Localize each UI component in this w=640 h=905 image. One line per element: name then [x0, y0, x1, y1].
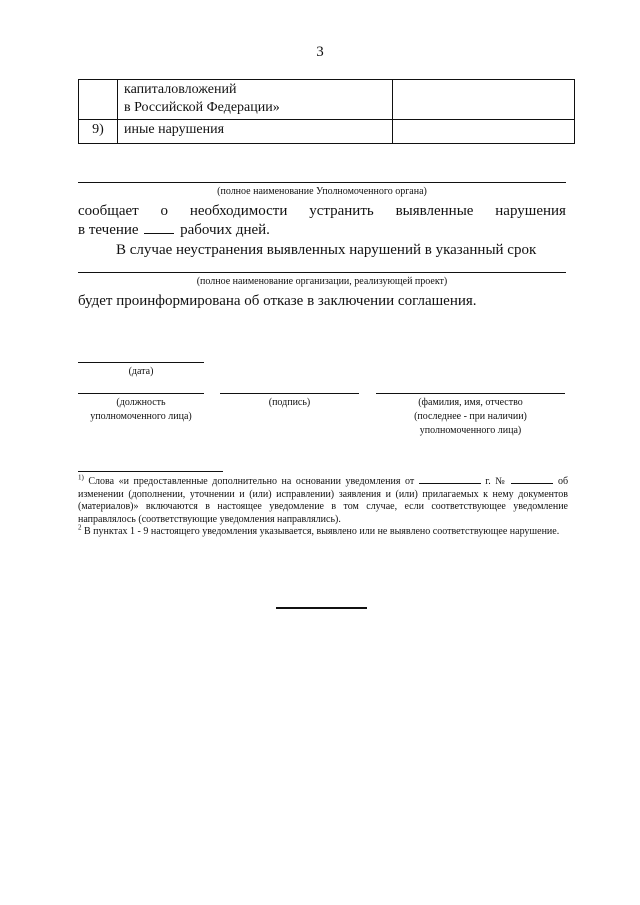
date-line	[78, 362, 204, 363]
footnote-text: В пунктах 1 - 9 настоящего уведомления указывается, выявлено или не выявлено соответствующее нарушение.	[84, 526, 560, 537]
number-blank	[511, 474, 553, 484]
word: выявленные	[395, 203, 474, 219]
footnote-1	[78, 474, 568, 526]
word: устранить	[309, 203, 374, 219]
footnote-mark: 2	[78, 523, 82, 532]
paragraph-2: В случае неустранения выявленных нарушений в указанный срок	[116, 242, 537, 258]
caption-line: уполномоченного лица)	[90, 411, 192, 422]
footnote-mark: 1)	[78, 473, 84, 482]
row-text-line: иные нарушения	[124, 122, 225, 137]
word: сообщает	[78, 203, 139, 219]
organization-caption: (полное наименование организации, реализующей проект)	[196, 276, 448, 287]
caption-line: (должность	[116, 397, 166, 408]
table-row	[79, 80, 575, 120]
paragraph-1-line-2	[78, 221, 270, 239]
word: необходимости	[189, 203, 288, 219]
row-text-line: в Российской Федерации»	[124, 100, 280, 115]
signature-caption: (подпись)	[268, 397, 311, 408]
full-name-line	[376, 393, 565, 394]
date-caption: (дата)	[128, 366, 154, 377]
authority-caption: (полное наименование Уполномоченного органа)	[217, 186, 427, 197]
caption-line: уполномоченного лица)	[419, 425, 522, 436]
position-caption	[70, 396, 212, 424]
footnote-text: г. №	[485, 476, 507, 487]
row-text-line: капиталовложений	[124, 82, 237, 97]
footnote-2	[78, 523, 568, 539]
caption-line: (фамилия, имя, отчество	[418, 397, 523, 408]
row-text	[118, 80, 393, 120]
word: о	[160, 203, 169, 219]
page-number: 3	[316, 44, 324, 60]
end-separator	[276, 607, 367, 609]
row-number	[79, 80, 118, 120]
table-row	[79, 120, 575, 144]
footnote-text: об изменении (дополнении, уточнении и (или) исправлении) заявления и (или) прилагаемых к нему документов (материалов)» включаются в настоящее уведомление в том случае, если соответствующее уведомление направлялось (соответствующие уведомления направлялись).	[78, 476, 569, 525]
row-text	[118, 120, 393, 144]
caption-line: (последнее - при наличии)	[414, 411, 527, 422]
in-period-text: в течение	[78, 222, 139, 238]
position-line	[78, 393, 204, 394]
full-name-caption	[376, 396, 565, 438]
date-blank	[419, 474, 481, 484]
row-result-cell	[393, 80, 575, 120]
days-blank	[144, 221, 174, 234]
signature-line	[220, 393, 359, 394]
working-days-text: рабочих дней.	[180, 222, 270, 238]
paragraph-3: будет проинформирована об отказе в заключении соглашения.	[78, 293, 477, 309]
violations-table	[78, 79, 575, 144]
row-number: 9)	[79, 120, 118, 144]
footnote-separator	[78, 471, 223, 472]
organization-name-line	[78, 272, 566, 273]
word: нарушения	[495, 203, 566, 219]
paragraph-1-line-1	[78, 202, 566, 220]
row-result-cell	[393, 120, 575, 144]
footnote-text: Слова «и предоставленные дополнительно на основании уведомления от	[88, 476, 415, 487]
authority-name-line	[78, 182, 566, 183]
